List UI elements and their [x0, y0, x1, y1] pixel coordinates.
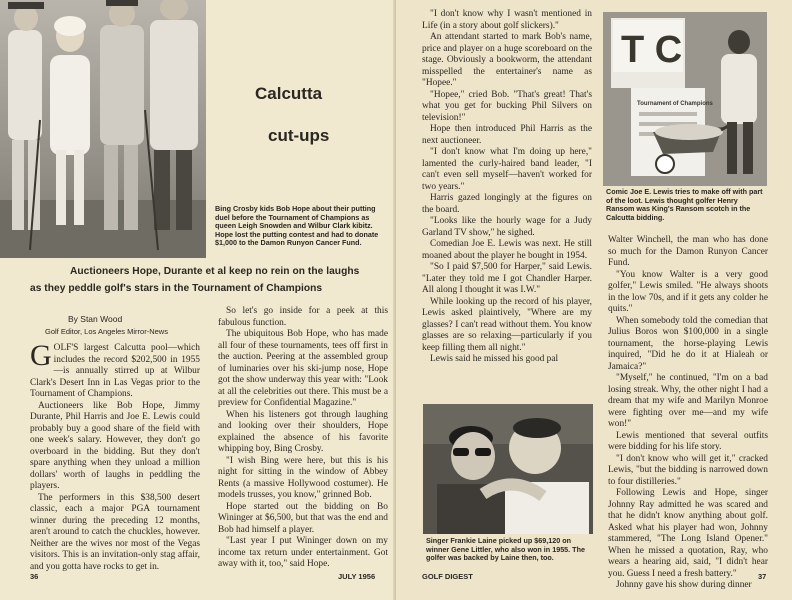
column-3-paragraph: Comedian Joe E. Lewis was next. He still moaned about the player he bought in 1954. — [422, 239, 592, 261]
laine-littler-photo — [423, 404, 593, 534]
column-2 — [218, 306, 388, 568]
tc-sign: T C — [621, 29, 683, 71]
column-3-paragraph: Lewis said he missed his good pal — [430, 354, 559, 364]
column-1-paragraph: The performers in this $38,500 desert classic, each a major PGA tournament winner during the preceding 12 months, aren't around to catch the chuckles, however. Neither are the wives nor most of the Vegas visitors. This is an invitation-only stag affair, and you gotta have rocks to get in. — [30, 492, 200, 572]
column-1-paragraph: Auctioneers like Bob Hope, Jimmy Durante, Phil Harris and Joe E. Lewis could probably buy a good share of the field with one week's salary. However, they don't go overboard in the bidding. But they don't spare anything when they unload a million dollars' worth of laughs in peddling the players. — [30, 400, 200, 491]
column-3-paragraph: "I don't know what I'm doing up here," lamented the curly-haired band leader, "I can't even sell myself—haven't worked for two years." — [422, 147, 592, 192]
column-3-paragraph: "So I paid $7,500 for Harper," said Lewis. "Later they told me I got Chandler Harper. All along I thought it was I.W." — [422, 262, 592, 295]
column-4-paragraph: Walter Winchell, the man who has done so much for the Damon Runyon Cancer Fund. — [608, 235, 768, 268]
article-title-line2: cut-ups — [268, 126, 330, 145]
right-page — [396, 0, 792, 600]
column-3-paragraph: "I don't know why I wasn't mentioned in Life (in a story about golf slickers)." — [422, 9, 592, 31]
caption-lewis: Comic Joe E. Lewis tries to make off with part of the loot. Lewis thought golfer Henry Ransom was King's Ransom scotch in the Calcutta bidding. — [606, 187, 763, 222]
column-3-paragraph: "Looks like the hourly wage for a Judy Garland TV show," he sighed. — [422, 216, 592, 238]
laine-illustration — [423, 404, 593, 534]
right-magazine-name: GOLF DIGEST — [422, 572, 473, 581]
article-title-line1: Calcutta — [255, 84, 323, 103]
byline: By Stan Wood — [68, 314, 123, 324]
column-3-paragraph: An attendant started to mark Bob's name, price and player on a huge scoreboard on the stage. Obviously a bookworm, the attendant misspelled the entertainer's name as "Hopee." — [422, 32, 592, 88]
column-3-paragraph: "Hopee," cried Bob. "That's great! That's what you get for bucking Phil Silvers on television!" — [422, 89, 592, 123]
column-4-paragraph: Following Lewis and Hope, singer Johnny Ray admitted he was scared and that he didn't know anything about golf. Asked what his player had won, Johnny stammered, "The Long Island Opener." When he missed a quotation, Ray, who wears a hearing aid, said, "I didn't hear you. Guess I need a fresh battery." — [608, 488, 768, 579]
lewis-illustration — [603, 12, 767, 186]
caption-laine: Singer Frankie Laine picked up $69,120 on winner Gene Littler, who also won in 1955. The golfer was backed by Laine then, too. — [426, 536, 585, 563]
crosby-hope-photo — [0, 0, 206, 258]
lewis-wheelbarrow-photo — [603, 12, 767, 186]
deck-line1: Auctioneers Hope, Durante et al keep no rein on the laughs — [70, 266, 360, 277]
tournament-sign: Tournament of Champions — [637, 101, 713, 107]
column-2-paragraph: "Last year I put Wininger down on my income tax return under entertainment. Got away with it, too," said Hope. — [218, 536, 388, 569]
byline-credit: Golf Editor, Los Angeles Mirror-News — [45, 327, 168, 336]
left-page-date: JULY 1956 — [338, 572, 376, 581]
column-2-paragraph: So let's go inside for a peek at this fabulous function. — [218, 306, 388, 328]
column-4-paragraph: "You know Walter is a very good golfer," Lewis smiled. "He always shoots in the low 70s, and if it gets any colder he quits." — [608, 269, 768, 314]
column-4-paragraph: "I don't know who will get it," cracked Lewis, "but the bidding is narrowed down to four distilleries." — [608, 453, 768, 487]
crosby-hope-illustration — [0, 0, 206, 258]
column-2-paragraph: The ubiquitous Bob Hope, who has made all four of these tournaments, tees off first in the auction. Peering at the assembled group of luminaries over his ski-jump nose, Hope got the show underway this year with: "Look at all the celebrities out there. This must be a preview for Confidential Magazine." — [218, 329, 388, 408]
column-3-paragraph: Hope then introduced Phil Harris as the next auctioneer. — [422, 124, 592, 146]
column-1-paragraph: OLF'S largest Calcutta pool—which includes the record $202,500 in 1955—is annually stirred up at Wilbur Clark's Desert Inn in Las Vegas prior to the Tournament of Champions. — [30, 343, 200, 399]
right-page-number: 37 — [758, 572, 767, 581]
column-4-paragraph: "Myself," he continued, "I'm on a bad losing streak. Why, the other night I had a dream that my wife and Marilyn Monroe were fighting over me—and my wife won!" — [608, 373, 768, 429]
column-2-paragraph: Hope started out the bidding on Bo Wininger at $6,500, but that was the end and Bob had himself a player. — [218, 501, 388, 535]
column-4-paragraph: When somebody told the comedian that Julius Boros won $100,000 in a single tournament, the horse-playing Lewis inquired, "Did he do it at Hialeah or Jamaica?" — [608, 315, 768, 372]
caption-crosby: Bing Crosby kids Bob Hope about their putting duel before the Tournament of Champions as queen Leigh Snowden and Wilbur Clark kibitz. Hope lost the putting contest and had to donate $1,000 to the Damon Runyon Cancer Fund. — [215, 204, 379, 248]
column-4-paragraph: Johnny gave his show during dinner — [616, 580, 752, 590]
column-2-paragraph: When his listeners got through laughing and looking over their shoulders, Hope explained the absence of his favorite whipping boy, Bing Crosby. — [218, 409, 388, 454]
drop-cap: G — [30, 339, 52, 372]
column-4-paragraph: Lewis mentioned that several outfits were bidding for his life story. — [608, 430, 768, 452]
column-3-paragraph: Harris gazed longingly at the figures on the board. — [422, 193, 592, 215]
column-1 — [30, 339, 200, 572]
column-2-paragraph: "I wish Bing were here, but this is his night for sitting in the window of Abbey Rents (a massive Hollywood costumer). He models trusses, you know," grinned Bob. — [218, 455, 388, 500]
deck-line2: as they peddle golf's stars in the Tournament of Champions — [30, 283, 323, 294]
column-3 — [422, 9, 592, 397]
left-page-number: 36 — [30, 572, 39, 581]
column-3-paragraph: While looking up the record of his player, Lewis asked plaintively, "Where are my glasses? I can't read without them. You know glasses are so relaxing—particularly if you keep filling them all night." — [422, 296, 592, 353]
